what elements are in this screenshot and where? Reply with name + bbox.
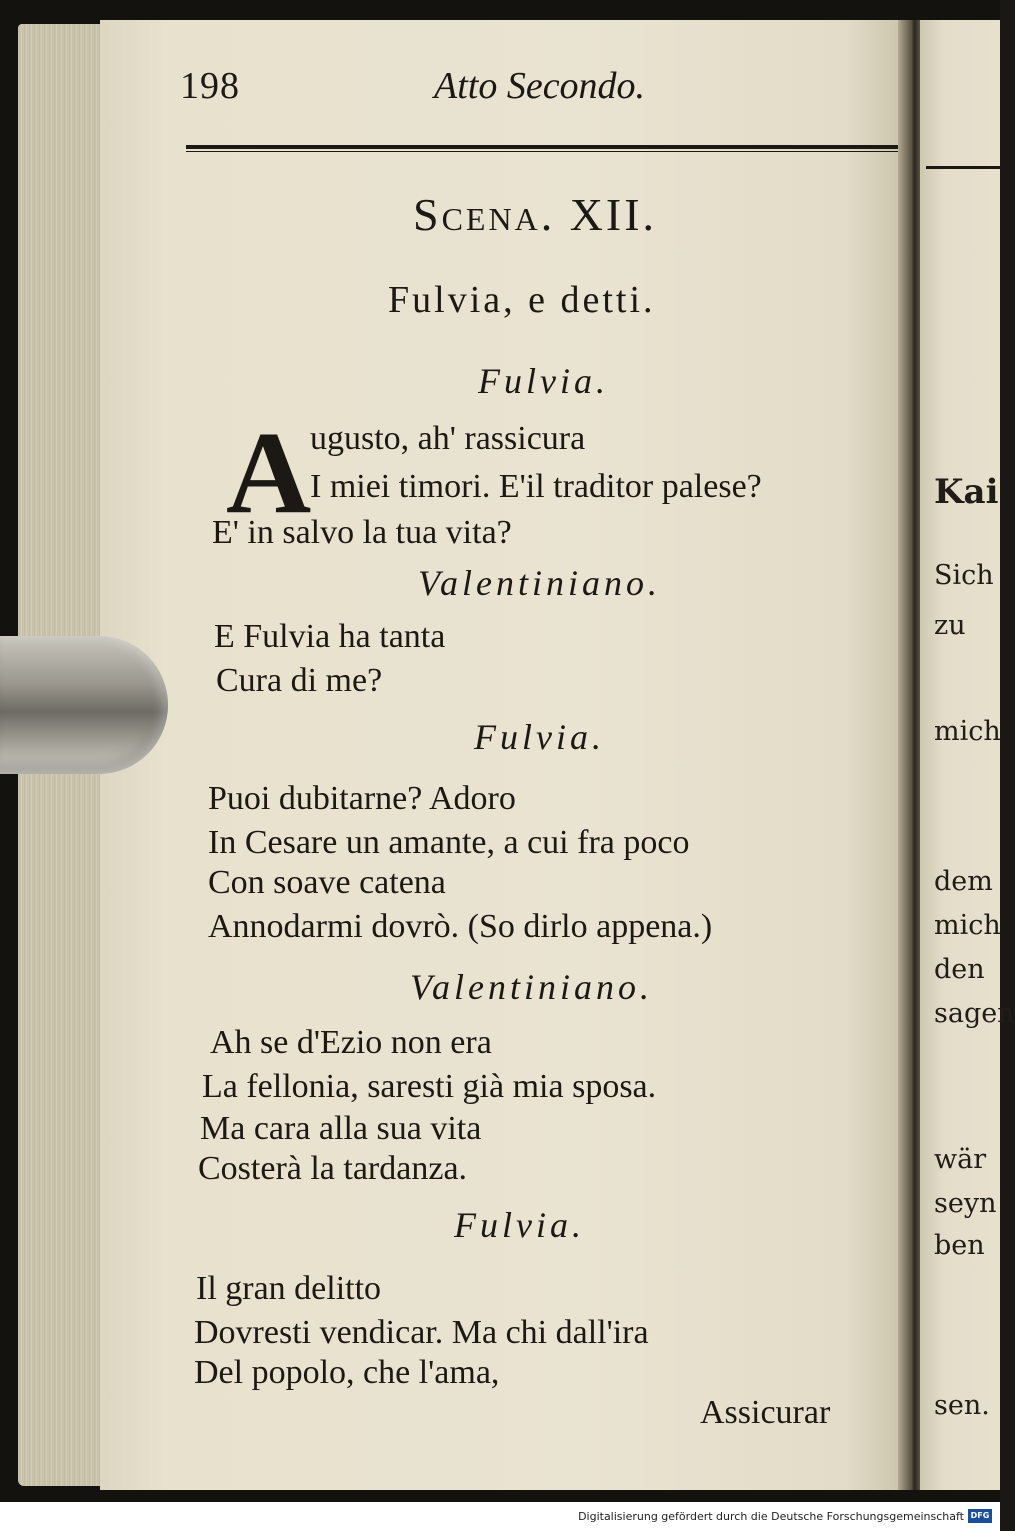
- dfg-logo-icon: DFG: [968, 1509, 992, 1523]
- drop-capital: A: [226, 407, 312, 538]
- right-fragment: wär: [934, 1144, 987, 1175]
- verse-line: Costerà la tardanza.: [198, 1150, 468, 1187]
- catchword: Assicurar: [700, 1394, 831, 1431]
- scene-title: Scena. XII.: [413, 189, 658, 240]
- speaker-label: Fulvia.: [478, 361, 609, 401]
- verse-line: Ah se d'Ezio non era: [210, 1024, 492, 1061]
- footer-bar: [0, 1502, 1000, 1531]
- right-fragment: mich: [934, 716, 1001, 747]
- speaker-label: Valentiniano.: [418, 563, 661, 603]
- speaker-label: Fulvia.: [474, 717, 605, 757]
- right-fragment: ben: [934, 1230, 985, 1261]
- right-fragment: mich: [934, 910, 1001, 941]
- verse-line: Con soave catena: [208, 864, 446, 901]
- verse-line: E Fulvia ha tanta: [214, 618, 446, 655]
- right-fragment: zu: [934, 610, 966, 641]
- funding-credit: Digitalisierung gefördert durch die Deutsche Forschungsgemeinschaft: [578, 1510, 964, 1523]
- header-rule-thin: [186, 151, 898, 152]
- right-fragment: sagen: [934, 998, 1015, 1029]
- page-holder-clip: [0, 636, 168, 774]
- right-fragment: sen.: [934, 1390, 990, 1421]
- right-fragment: Kai: [934, 472, 999, 512]
- verse-line: Dovresti vendicar. Ma chi dall'ira: [194, 1314, 649, 1351]
- verse-line: ugusto, ah' rassicura: [310, 420, 586, 457]
- verse-line: Cura di me?: [216, 662, 383, 699]
- verse-line: E' in salvo la tua vita?: [212, 514, 512, 551]
- header-rule: [186, 145, 898, 149]
- verse-line: Puoi dubitarne? Adoro: [208, 780, 516, 817]
- right-fragment: den: [934, 954, 985, 985]
- verse-line: Il gran delitto: [196, 1270, 382, 1307]
- scene-characters: Fulvia, e detti.: [388, 279, 656, 321]
- verse-line: La fellonia, saresti già mia sposa.: [202, 1068, 657, 1105]
- speaker-label: Fulvia.: [454, 1205, 585, 1245]
- right-fragment: seyn: [934, 1188, 997, 1219]
- right-fragment: dem: [934, 866, 993, 897]
- verse-line: In Cesare un amante, a cui fra poco: [208, 824, 690, 861]
- verse-line: I miei timori. E'il traditor palese?: [310, 468, 762, 505]
- page-number: 198: [180, 65, 240, 107]
- right-fragment: Sich: [934, 560, 994, 591]
- verse-line: Annodarmi dovrò. (So dirlo appena.): [208, 908, 713, 945]
- speaker-label: Valentiniano.: [410, 967, 653, 1007]
- running-head: Atto Secondo.: [434, 65, 646, 107]
- verse-line: Del popolo, che l'ama,: [194, 1354, 500, 1391]
- verse-line: Ma cara alla sua vita: [200, 1110, 482, 1147]
